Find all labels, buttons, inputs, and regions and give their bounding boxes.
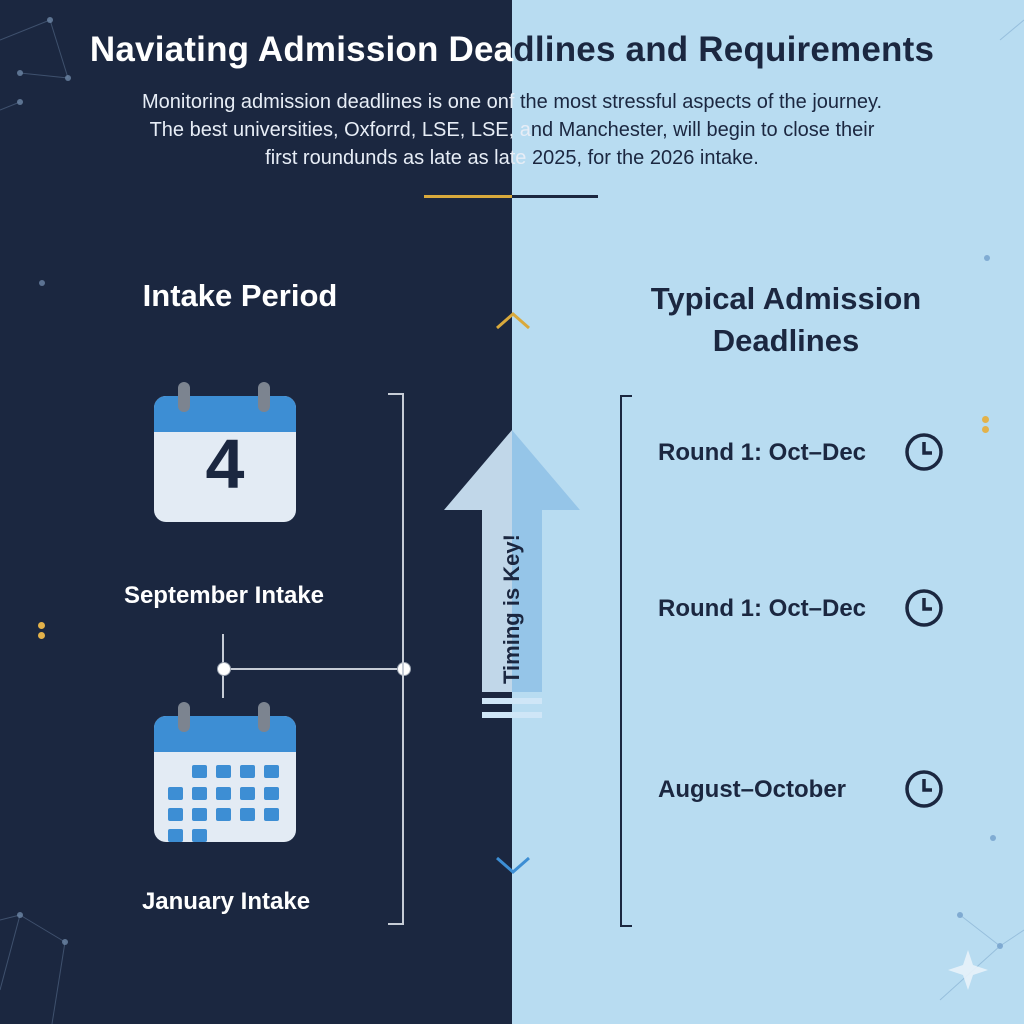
deadline-item: August–October [658, 776, 847, 803]
calendar-number: 4 [205, 425, 245, 503]
divider-accent [512, 195, 598, 198]
chevron-down-icon [493, 852, 533, 876]
connector-node [397, 662, 411, 676]
right-bracket [620, 395, 622, 927]
left-bracket-cap [388, 923, 402, 925]
clock-icon [904, 588, 944, 628]
timing-label: Timing is Key! [499, 534, 524, 684]
right-bracket-cap [620, 395, 632, 397]
deadline-item: Round 1: Oct–Dec [658, 439, 867, 466]
chevron-up-icon [493, 310, 533, 334]
connector-node [217, 662, 231, 676]
intake-period-heading: Intake Period [142, 278, 338, 313]
right-bracket-cap [620, 925, 632, 927]
clock-icon [904, 769, 944, 809]
left-bracket-cap [388, 393, 402, 395]
intro-line: first roundunds as late as late 2025, for the 2026 intake. [265, 147, 759, 169]
intro-line: Monitoring admission deadlines is one onf the most stressful aspects of the journey. [141, 91, 883, 113]
calendar-number-icon [154, 382, 296, 522]
connector-line [224, 668, 404, 670]
intro-line: The best universities, Oxforrd, LSE, LSE, and Manchester, will begin to close their [149, 119, 875, 141]
september-intake-label: September Intake [123, 582, 325, 609]
intro-paragraph [0, 88, 1024, 172]
page-title: Naviating Admission Deadlines and Requirements [89, 30, 935, 69]
clock-icon [904, 432, 944, 472]
left-bracket [402, 393, 404, 925]
accent-dots [38, 622, 45, 642]
divider-accent [424, 195, 512, 198]
calendar-grid-icon [154, 702, 296, 842]
deadline-item: Round 1: Oct–Dec [658, 595, 867, 622]
january-intake-label: January Intake [141, 888, 311, 915]
accent-dots [982, 416, 989, 436]
deadlines-heading: Typical Admission Deadlines [650, 281, 922, 358]
